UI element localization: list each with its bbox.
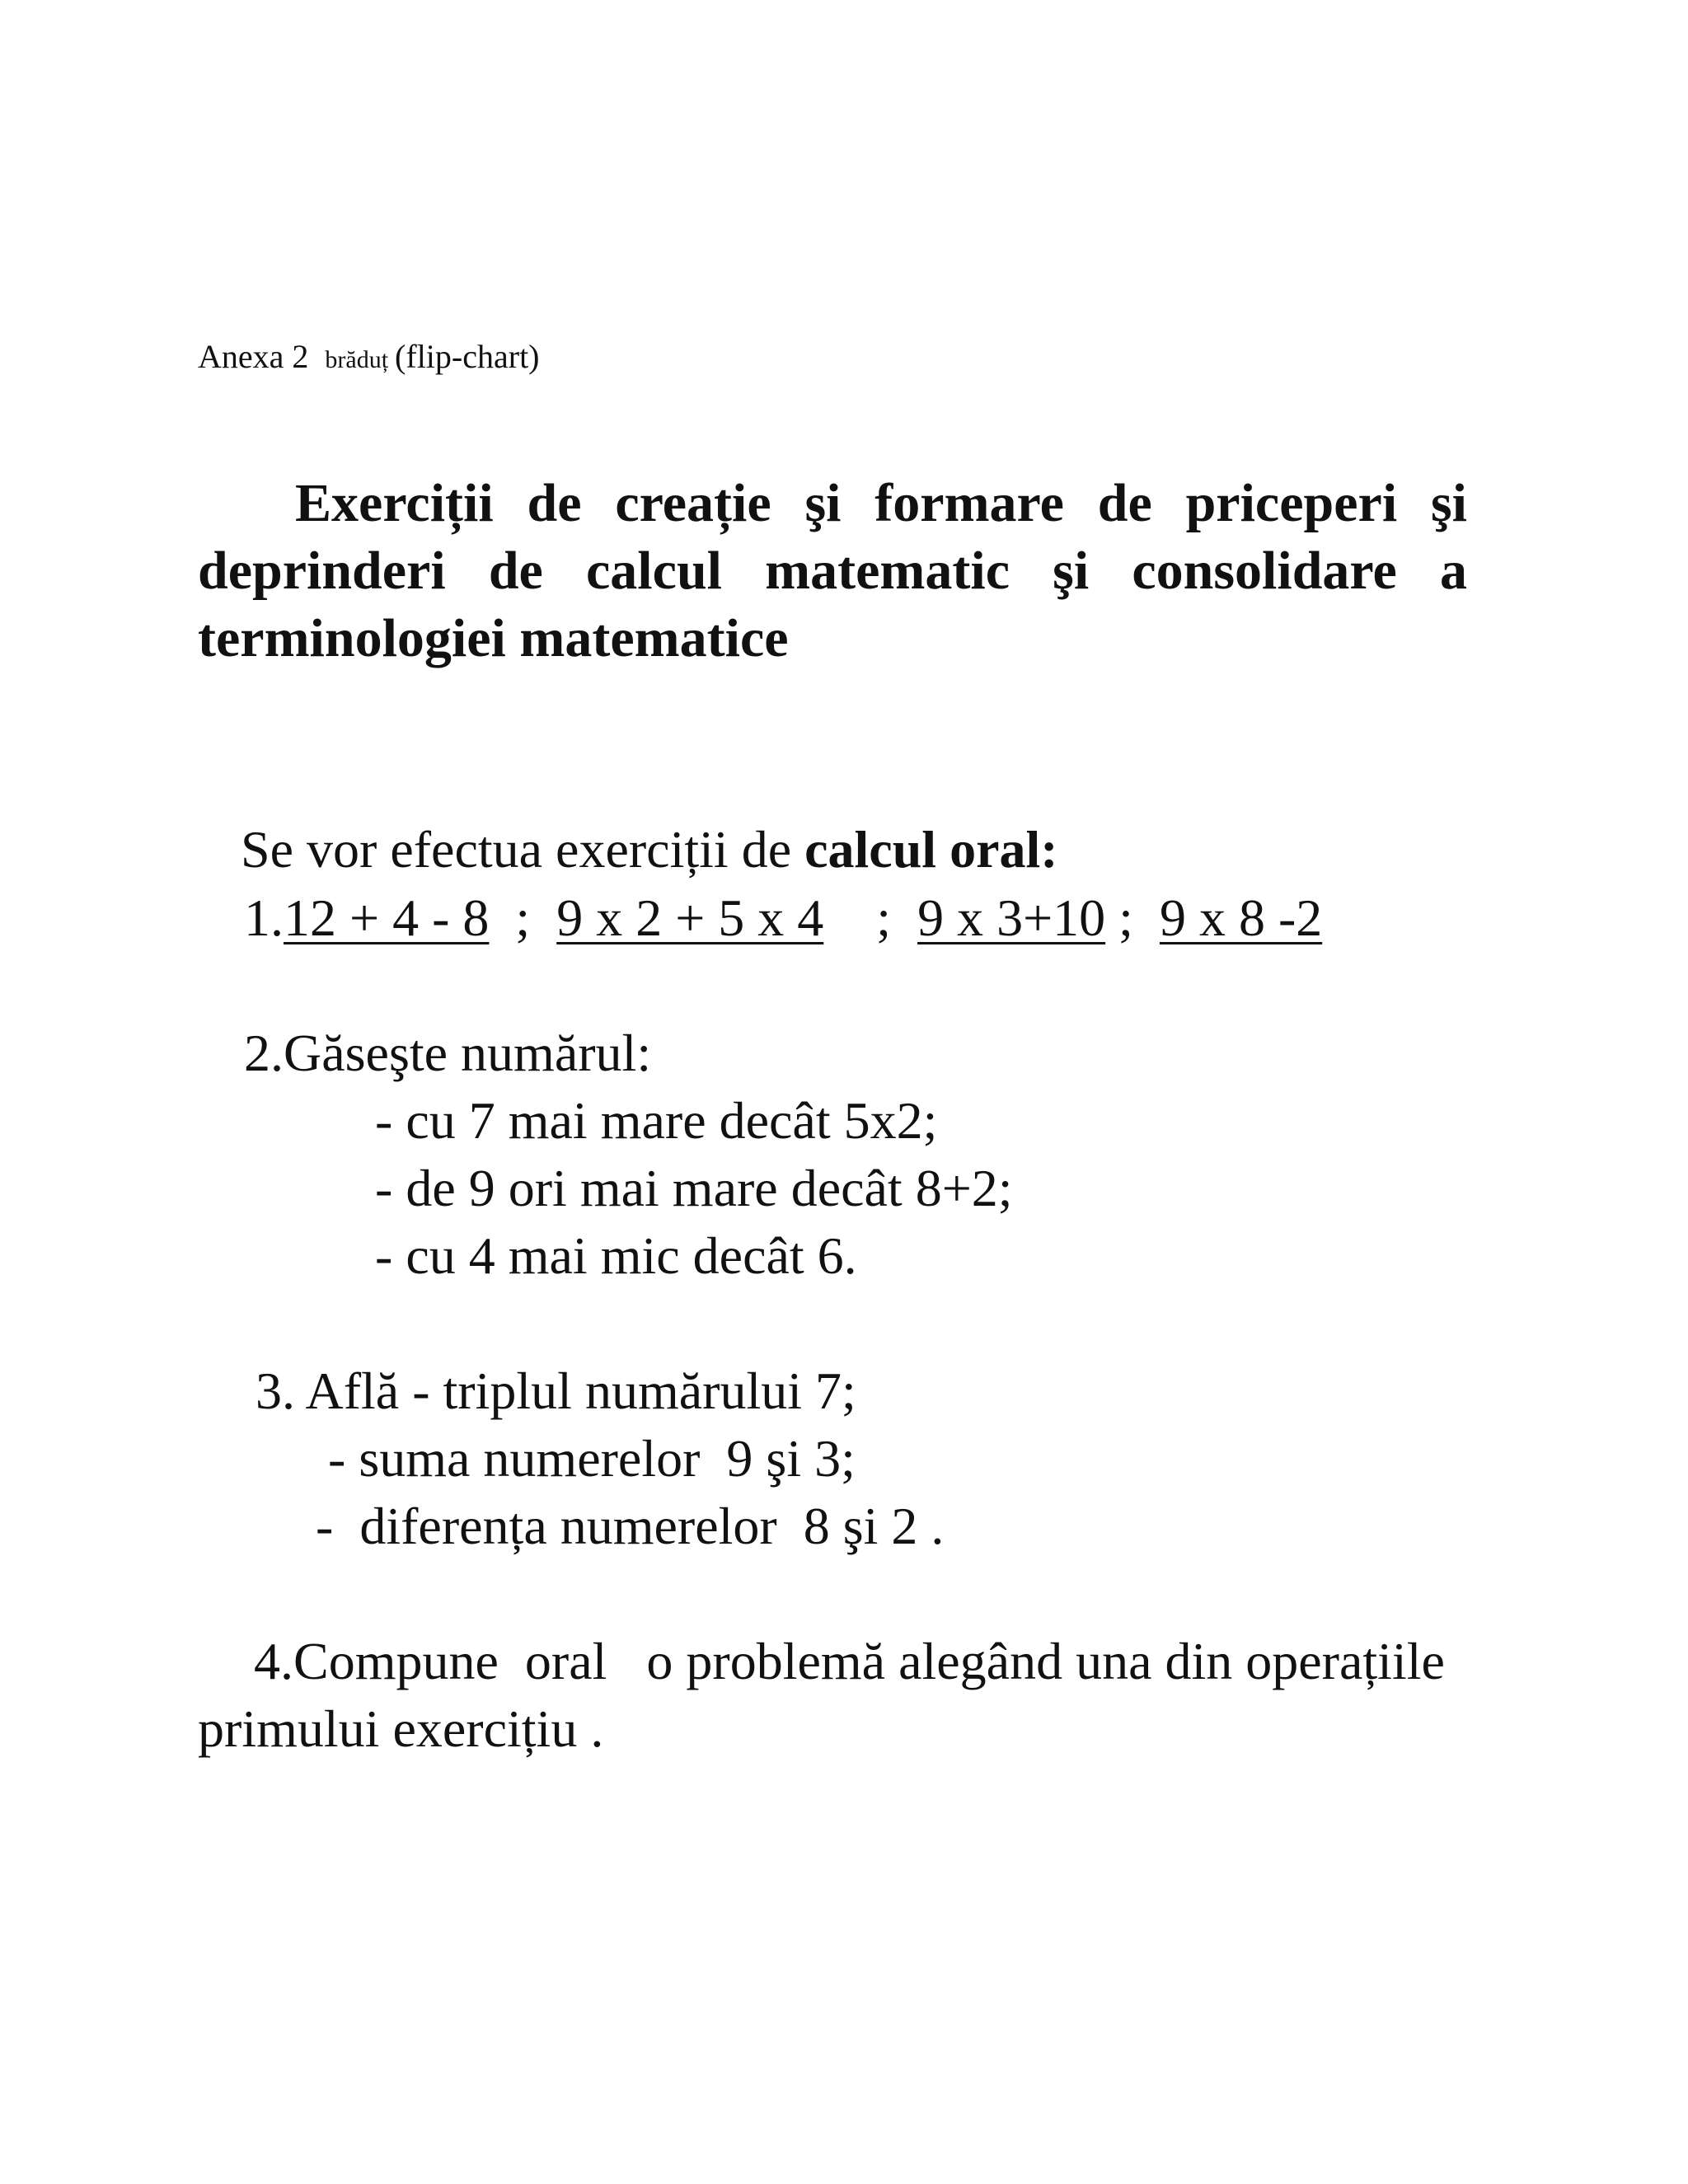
- exercise-1: [244, 884, 1322, 952]
- annex-small-label: brăduț: [325, 346, 389, 373]
- page-title: Exerciții de creație şi formare de priceperi şi deprinderi de calcul matematic şi consolidare a terminologiei matematice: [198, 473, 1467, 668]
- exercise-3-line-2: - suma numerelor 9 şi 3;: [328, 1429, 856, 1488]
- exercise-1-item-3: 9 x 3+10: [917, 888, 1106, 947]
- intro-prefix: Se vor efectua exerciții de: [241, 820, 805, 879]
- intro-line: [241, 816, 1058, 883]
- exercise-1-item-2: 9 x 2 + 5 x 4: [556, 888, 824, 947]
- exercise-1-item-4: 9 x 8 -2: [1159, 888, 1323, 947]
- exercise-1-item-1: 12 + 4 - 8: [284, 888, 490, 947]
- exercise-2-item: - cu 7 mai mare decât 5x2;: [375, 1091, 938, 1150]
- exercise-1-number: 1.: [244, 888, 284, 947]
- intro-bold: calcul oral:: [804, 820, 1058, 879]
- exercise-3-line-1: 3. Află - triplul numărului 7;: [256, 1361, 856, 1420]
- exercise-3-line-3: - diferența numerelor 8 şi 2 .: [316, 1497, 945, 1555]
- annex-parenthetical: (flip-chart): [395, 338, 540, 375]
- exercise-2-title: 2.Găseşte numărul:: [244, 1024, 652, 1082]
- annex-label: Anexa 2: [198, 338, 309, 375]
- exercise-2-item: - de 9 ori mai mare decât 8+2;: [375, 1159, 1013, 1217]
- exercise-1-separator: ;: [876, 888, 892, 947]
- exercise-2-item: - cu 4 mai mic decât 6.: [375, 1226, 857, 1285]
- annex-header: [198, 334, 540, 383]
- exercise-1-separator: ;: [515, 888, 531, 947]
- exercise-1-separator: ;: [1118, 888, 1133, 947]
- exercise-4: 4.Compune oral o problemă alegând una din operațiile primului exercițiu .: [198, 1632, 1458, 1758]
